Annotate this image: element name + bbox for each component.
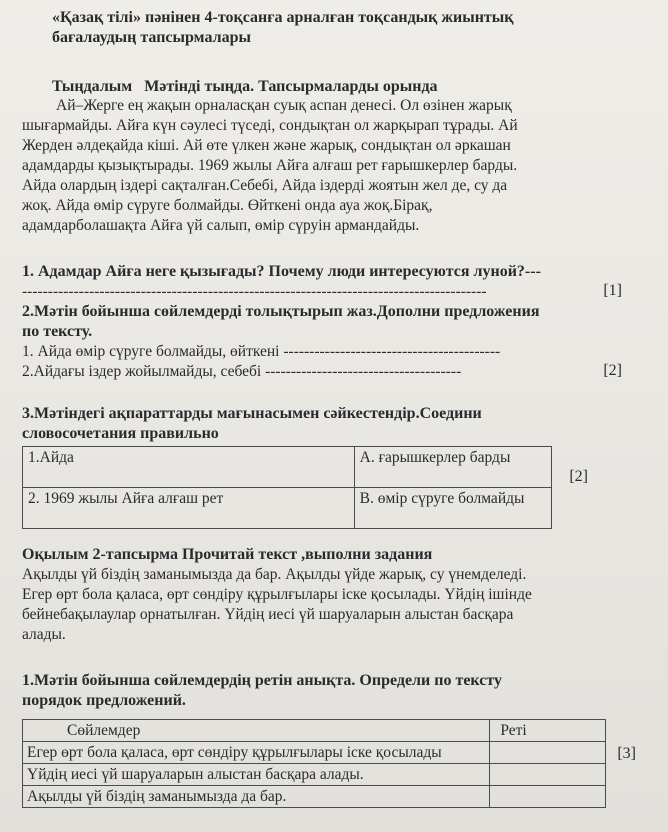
question-4 (22, 671, 650, 808)
question-4-title-2: порядок предложений. (22, 692, 186, 709)
order-answer-cell[interactable] (490, 786, 606, 808)
order-answer-cell[interactable] (490, 742, 606, 764)
order-answer-cell[interactable] (490, 764, 606, 786)
listening-line: Жерден әлдеқайда кіші. Ай өте үлкен және жарық, сондықтан ол әркашан (22, 137, 511, 154)
matching-left-2: 2. 1969 жылы Айға алғаш рет (23, 488, 355, 529)
question-2 (22, 302, 650, 382)
listening-text (22, 96, 632, 236)
reading-text (22, 565, 632, 645)
question-4-score: [3] (617, 745, 636, 762)
listening-line: адамдарболашақта Айға үй салып, өмір сүруін армандайды. (22, 217, 420, 234)
listening-line: адамдарды қызықтырады. 1969 жылы Айға алғаш рет ғарышкерлер барды. (22, 157, 518, 174)
question-2-item-2: 2.Айдағы іздер жойылмайды, себебі -------------------------------------- (22, 363, 462, 380)
order-col-order: Реті (490, 720, 606, 742)
question-3-title-1: 3.Мәтіндегі ақпараттарды мағынасымен сәйкестендір.Соедини (22, 405, 482, 422)
question-1-score: [1] (603, 282, 622, 299)
question-3-title-2: словосочетания правильно (22, 425, 219, 442)
question-2-title-2: по тексту. (22, 323, 93, 340)
matching-table (22, 446, 552, 529)
reading-line: Ақылды үй біздің заманымызда да бар. Ақылды үйде жарық, су үнемделеді. (22, 566, 527, 583)
question-1-text: 1. Адамдар Айға неге қызығады? Почему люди интересуются луной?--- (22, 263, 541, 280)
matching-row (23, 447, 552, 488)
order-row (23, 764, 606, 786)
matching-left-1: 1.Айда (23, 447, 355, 488)
matching-right-a: А. ғарышкерлер барды (354, 447, 551, 488)
document-title (52, 8, 592, 48)
reading-line: алады. (22, 626, 66, 643)
listening-line: шығармайды. Айға күн сәулесі түседі, сондықтан ол жарқырап тұрады. Ай (22, 117, 518, 134)
question-2-score: [2] (603, 362, 622, 379)
order-sentence: Егер өрт бола қаласа, өрт сөндіру құрылғылары іске қосылады (23, 742, 490, 764)
title-line-1: «Қазақ тілі» пәнінен 4-тоқсанға арналған тоқсандық жиынтық (52, 9, 514, 26)
order-table (22, 719, 606, 808)
question-1-answer-line: ------------------------------------------------------------------------------------------ (22, 283, 487, 300)
question-2-title-1: 2.Мәтін бойынша сөйлемдерді толықтырып жаз.Дополни предложения (22, 303, 540, 320)
question-3-score: [2] (569, 468, 588, 485)
order-row (23, 742, 606, 764)
order-row (23, 786, 606, 808)
matching-row (23, 488, 552, 529)
reading-line: бейнебақылаулар орнатылған. Үйдің иесі үй шаруаларын алыстан басқара (22, 606, 514, 623)
order-header-row (23, 720, 606, 742)
order-col-sentences: Сөйлемдер (23, 720, 490, 742)
listening-line: Айда олардың іздері сақталған.Себебі, Айда іздерді жоятын жел де, су да (22, 177, 508, 194)
matching-right-b: В. өмір сүруге болмайды (354, 488, 551, 529)
listening-line: Ай–Жерге ең жақын орналасқан суық аспан денесі. Ол өзінен жарық (56, 97, 512, 114)
order-sentence: Үйдің иесі үй шаруаларын алыстан басқара алады. (23, 764, 490, 786)
reading-section (22, 545, 650, 645)
question-2-item-1: 1. Айда өмір сүруге болмайды, өйткені ------------------------------------------ (22, 343, 501, 360)
reading-heading: Оқылым 2-тапсырма Прочитай текст ,выполни задания (22, 546, 433, 563)
question-3 (22, 404, 650, 529)
listening-line: жоқ. Айда өмір сүруге болмайды. Өйткені онда ауа жоқ.Бірақ, (22, 197, 433, 214)
listening-label: Тыңдалым (52, 78, 133, 95)
question-1 (22, 262, 650, 302)
title-line-2: бағалаудың тапсырмалары (52, 29, 251, 46)
reading-line: Егер өрт бола қаласа, өрт сөндіру құрылғылары іске қосылады. Үйдің ішінде (22, 586, 532, 603)
listening-heading (52, 78, 650, 96)
listening-instruction: Мәтінді тыңда. Тапсырмаларды орында (144, 78, 438, 95)
question-4-title-1: 1.Мәтін бойынша сөйлемдердің ретін анықта. Определи по тексту (22, 672, 502, 689)
order-sentence: Ақылды үй біздің заманымызда да бар. (23, 786, 490, 808)
